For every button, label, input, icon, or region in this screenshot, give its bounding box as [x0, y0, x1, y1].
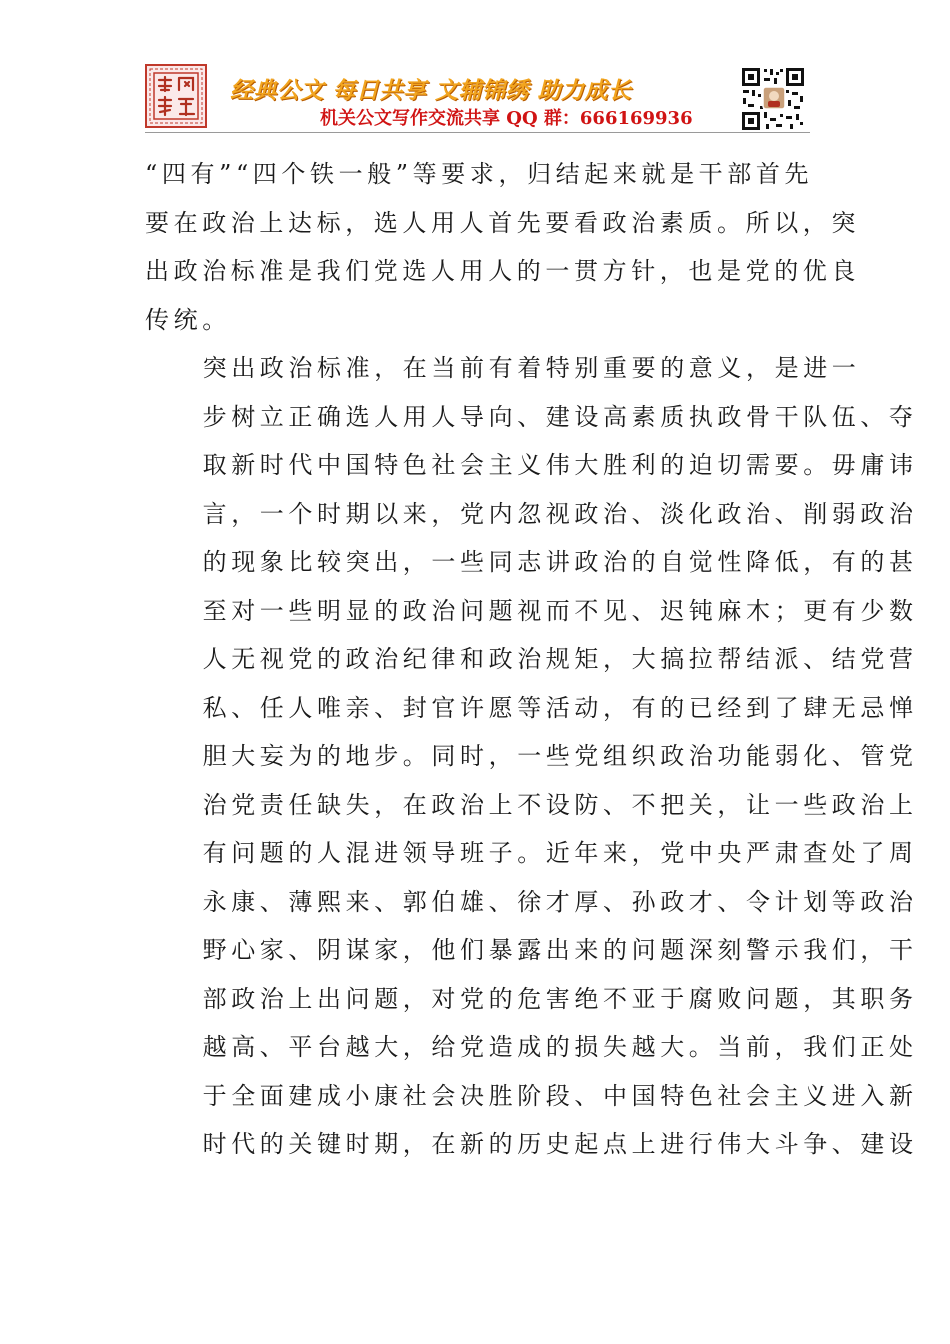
- text-line: 至对一些明显的政治问题视而不见、迟钝麻木；更有少数: [202, 596, 918, 625]
- paragraph: [145, 344, 918, 1169]
- text-line: 言，一个时期以来，党内忽视政治、淡化政治、削弱政治: [202, 499, 918, 528]
- text-line: 永康、薄熙来、郭伯雄、徐才厚、孙政才、令计划等政治: [202, 887, 918, 916]
- paragraph: [145, 150, 860, 344]
- text-line: 私、任人唯亲、封官许愿等活动，有的已经到了肆无忌惮: [202, 693, 918, 722]
- text-line: 取新时代中国特色社会主义伟大胜利的迫切需要。毋庸讳: [202, 451, 918, 479]
- text-line: 要在政治上达标，选人用人首先要看政治素质。所以，突: [145, 208, 860, 237]
- text-line: 有问题的人混进领导班子。近年来，党中央严肃查处了周: [202, 839, 918, 867]
- text-line: 越高、平台越大，给党造成的损失越大。当前，我们正处: [202, 1033, 918, 1061]
- text-line: 人无视党的政治纪律和政治规矩，大搞拉帮结派、结党营: [202, 645, 918, 673]
- text-line: 出政治标准是我们党选人用人的一贯方针，也是党的优良: [145, 257, 860, 285]
- text-line: 于全面建成小康社会决胜阶段、中国特色社会主义进入新: [202, 1081, 918, 1110]
- text-line: 野心家、阴谋家，他们暴露出来的问题深刻警示我们，干: [202, 936, 918, 964]
- text-line: “四有”“四个铁一般”等要求，归结起来就是干部首先: [145, 160, 814, 188]
- text-line: 的现象比较突出，一些同志讲政治的自觉性降低，有的甚: [202, 548, 918, 576]
- qr-code-icon[interactable]: [740, 66, 806, 132]
- text-line: 步树立正确选人用人导向、建设高素质执政骨干队伍、夺: [202, 402, 918, 431]
- text-line: 胆大妄为的地步。同时，一些党组织政治功能弱化、管党: [202, 742, 918, 770]
- text-line: 时代的关键时期，在新的历史起点上进行伟大斗争、建设: [202, 1130, 918, 1158]
- jinxiu-wenji-logo: [145, 64, 207, 128]
- document-body: [145, 150, 918, 1169]
- header-tagline: 经典公文 每日共享 文辅锦绣 助力成长: [230, 78, 632, 104]
- qq-group-info: 机关公文写作交流共享 QQ 群：666169936: [320, 108, 693, 129]
- header-divider: [145, 132, 810, 133]
- text-line: 传统。: [145, 305, 231, 334]
- page-header: [0, 0, 950, 140]
- text-line: 突出政治标准，在当前有着特别重要的意义，是进一: [202, 354, 861, 382]
- text-line: 治党责任缺失，在政治上不设防、不把关，让一些政治上: [202, 790, 918, 819]
- text-line: 部政治上出问题，对党的危害绝不亚于腐败问题，其职务: [202, 984, 918, 1013]
